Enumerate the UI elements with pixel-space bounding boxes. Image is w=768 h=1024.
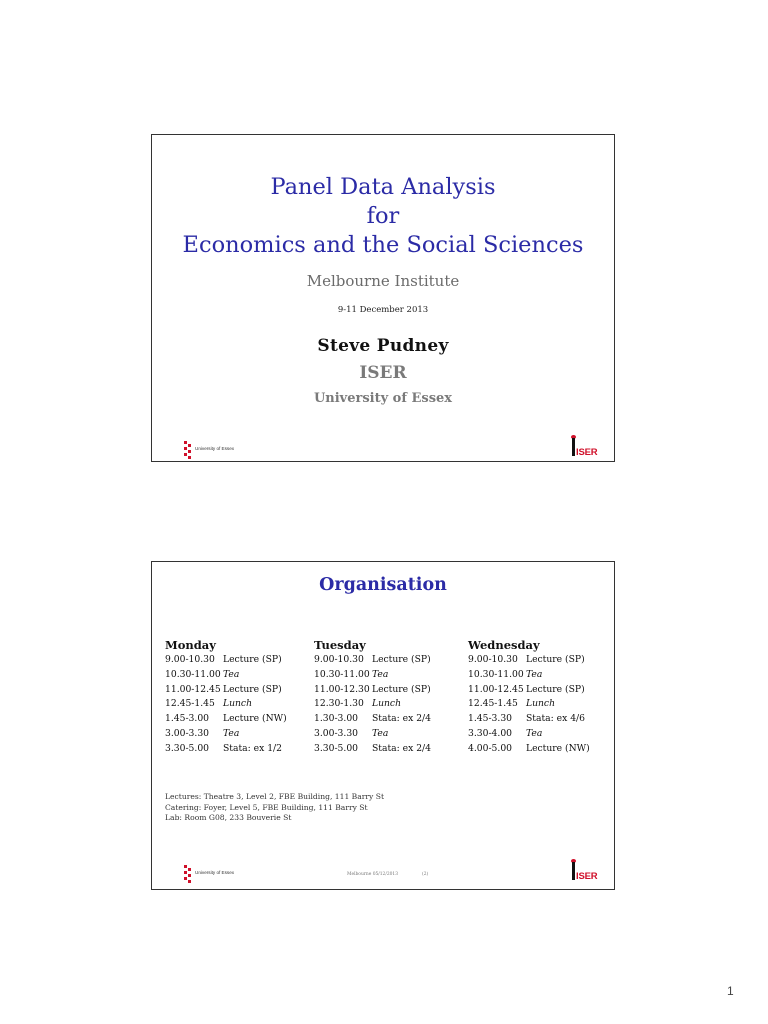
slide-title-line-1: Panel Data Analysis — [270, 174, 496, 200]
organisation-slide — [151, 561, 615, 890]
schedule-column-monday — [165, 638, 313, 757]
day-heading: Wednesday — [468, 638, 540, 652]
schedule-row: 3.30-5.00 Stata: ex 1/2 — [165, 742, 282, 754]
schedule-row: 3.30-5.00 Stata: ex 2/4 — [314, 742, 431, 754]
note-catering: Catering: Foyer, Level 5, FBE Building, 111 Barry St — [165, 802, 368, 812]
author-name: Steve Pudney — [317, 336, 449, 356]
schedule-row: 12.45-1.45 Lunch — [468, 698, 555, 710]
schedule-row: 11.00-12.45 Lecture (SP) — [468, 683, 585, 695]
schedule-row: 4.00-5.00 Lecture (NW) — [468, 742, 590, 754]
title-slide — [151, 134, 615, 462]
note-lab: Lab: Room G08, 233 Bouverie St — [165, 813, 292, 822]
iser-logo: ISER — [570, 862, 596, 884]
schedule-row: 9.00-10.30 Lecture (SP) — [468, 654, 585, 665]
slide-title-line-2: for — [366, 203, 400, 229]
university-name: University of Essex — [313, 391, 453, 406]
schedule-row: 10.30-11.00 Tea — [314, 668, 389, 680]
schedule-row: 12.30-1.30 Lunch — [314, 698, 401, 710]
schedule-row: 10.30-11.00 Tea — [165, 668, 240, 680]
schedule-row: 3.30-4.00 Tea — [468, 727, 543, 739]
schedule-row: 9.00-10.30 Lecture (SP) — [165, 654, 282, 665]
iser-logo: ISER — [570, 438, 596, 460]
schedule-row: 1.30-3.00 Stata: ex 2/4 — [314, 713, 431, 725]
schedule-row: 12.45-1.45 Lunch — [165, 698, 252, 710]
schedule-row: 1.45-3.00 Lecture (NW) — [165, 713, 287, 725]
organisation-name: ISER — [359, 363, 407, 383]
schedule-row: 9.00-10.30 Lecture (SP) — [314, 654, 431, 665]
schedule-row: 3.00-3.30 Tea — [165, 727, 240, 739]
day-heading: Monday — [165, 638, 216, 652]
venue-notes — [165, 792, 384, 824]
schedule-row: 10.30-11.00 Tea — [468, 668, 543, 680]
schedule-row: 11.00-12.45 Lecture (SP) — [165, 683, 282, 695]
university-of-essex-logo: University of Essex — [184, 865, 244, 883]
schedule-row: 11.00-12.30 Lecture (SP) — [314, 683, 431, 695]
note-lectures: Lectures: Theatre 3, Level 2, FBE Building, 111 Barry St — [165, 792, 385, 801]
schedule-row: 3.00-3.30 Tea — [314, 727, 389, 739]
slide-title: Organisation — [319, 575, 447, 595]
slide-footer-page: (2) — [422, 872, 429, 877]
page-number: 1 — [727, 984, 734, 998]
schedule-column-tuesday — [314, 638, 462, 757]
schedule-column-wednesday — [468, 638, 616, 757]
university-of-essex-logo: University of Essex — [184, 441, 244, 459]
day-heading: Tuesday — [314, 638, 366, 652]
slide-title-line-3: Economics and the Social Sciences — [182, 232, 584, 258]
schedule-row: 1.45-3.30 Stata: ex 4/6 — [468, 713, 585, 725]
course-dates: 9-11 December 2013 — [337, 305, 429, 315]
slide-footer-text: Melbourne 05/12/2013 — [347, 872, 399, 877]
slide-subtitle: Melbourne Institute — [306, 272, 460, 290]
